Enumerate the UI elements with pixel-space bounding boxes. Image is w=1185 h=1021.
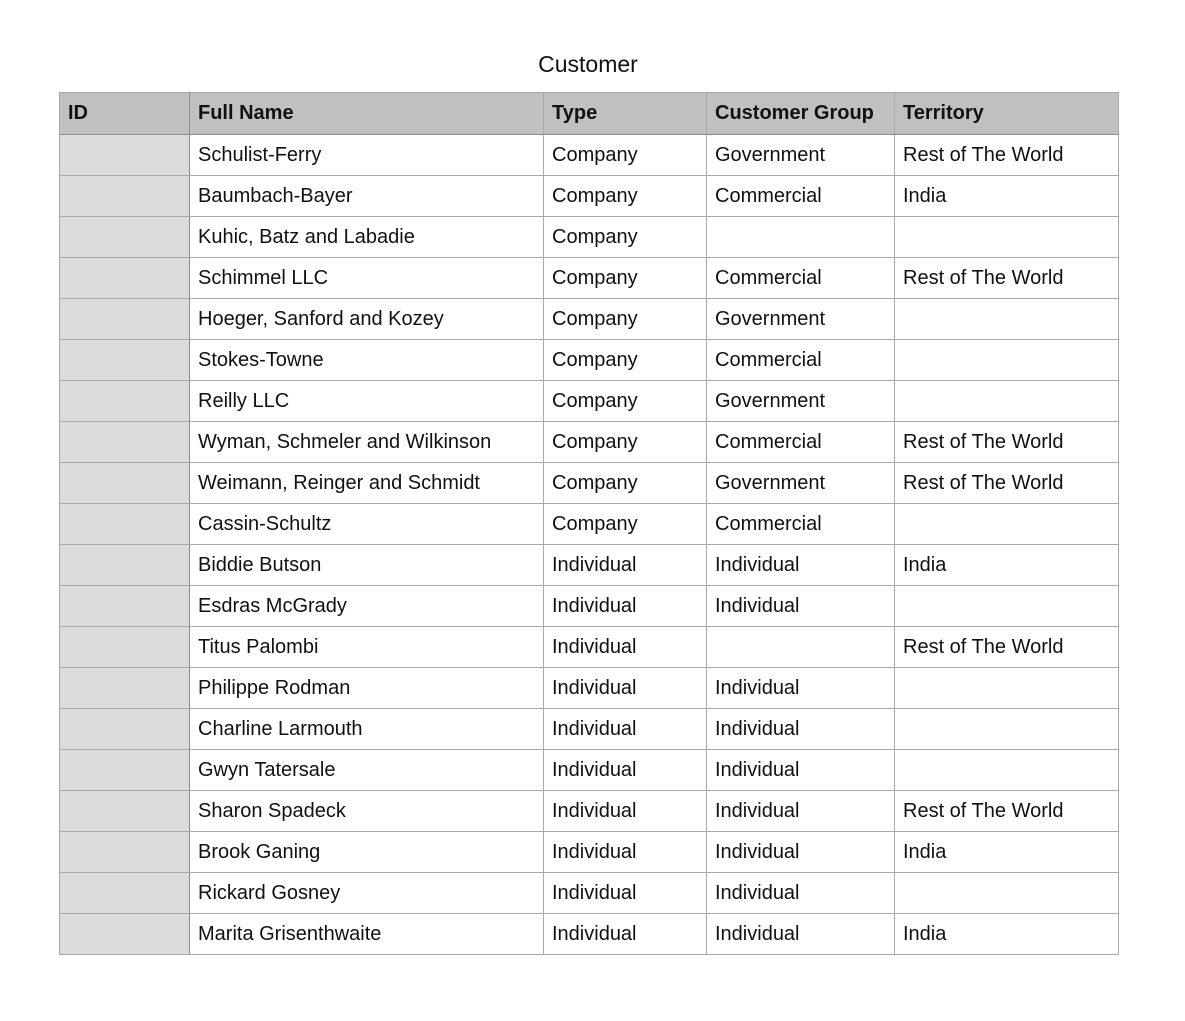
id-cell[interactable] bbox=[60, 832, 190, 873]
customer-group-cell[interactable]: Individual bbox=[707, 873, 895, 914]
territory-cell[interactable]: Rest of The World bbox=[895, 463, 1119, 504]
table-row[interactable] bbox=[60, 381, 1119, 422]
full-name-cell[interactable]: Wyman, Schmeler and Wilkinson bbox=[190, 422, 544, 463]
table-body bbox=[60, 135, 1119, 955]
column-header-id[interactable]: ID bbox=[60, 93, 190, 135]
full-name-cell[interactable]: Philippe Rodman bbox=[190, 668, 544, 709]
customer-group-cell[interactable]: Individual bbox=[707, 914, 895, 955]
type-cell[interactable]: Company bbox=[544, 340, 707, 381]
territory-cell[interactable] bbox=[895, 668, 1119, 709]
territory-cell[interactable] bbox=[895, 709, 1119, 750]
id-cell[interactable] bbox=[60, 135, 190, 176]
type-cell[interactable]: Individual bbox=[544, 668, 707, 709]
full-name-cell[interactable]: Weimann, Reinger and Schmidt bbox=[190, 463, 544, 504]
territory-cell[interactable]: India bbox=[895, 176, 1119, 217]
type-cell[interactable]: Company bbox=[544, 217, 707, 258]
id-cell[interactable] bbox=[60, 791, 190, 832]
territory-cell[interactable]: Rest of The World bbox=[895, 258, 1119, 299]
type-cell[interactable]: Individual bbox=[544, 586, 707, 627]
type-cell[interactable]: Individual bbox=[544, 709, 707, 750]
customer-group-cell[interactable]: Commercial bbox=[707, 258, 895, 299]
territory-cell[interactable]: Rest of The World bbox=[895, 791, 1119, 832]
full-name-cell[interactable]: Esdras McGrady bbox=[190, 586, 544, 627]
customer-group-cell[interactable]: Government bbox=[707, 299, 895, 340]
full-name-cell[interactable]: Cassin-Schultz bbox=[190, 504, 544, 545]
id-cell[interactable] bbox=[60, 299, 190, 340]
customer-group-cell[interactable]: Government bbox=[707, 463, 895, 504]
territory-cell[interactable] bbox=[895, 381, 1119, 422]
id-cell[interactable] bbox=[60, 914, 190, 955]
customer-group-cell[interactable]: Individual bbox=[707, 545, 895, 586]
id-cell[interactable] bbox=[60, 545, 190, 586]
customer-group-cell[interactable]: Individual bbox=[707, 750, 895, 791]
table-row[interactable] bbox=[60, 176, 1119, 217]
table-row[interactable] bbox=[60, 791, 1119, 832]
territory-cell[interactable] bbox=[895, 217, 1119, 258]
table-row[interactable] bbox=[60, 750, 1119, 791]
full-name-cell[interactable]: Schimmel LLC bbox=[190, 258, 544, 299]
column-header-territory[interactable]: Territory bbox=[895, 93, 1119, 135]
full-name-cell[interactable]: Gwyn Tatersale bbox=[190, 750, 544, 791]
customer-group-cell[interactable]: Commercial bbox=[707, 422, 895, 463]
header-row bbox=[60, 93, 1119, 135]
table-row[interactable] bbox=[60, 217, 1119, 258]
customer-group-cell[interactable]: Individual bbox=[707, 709, 895, 750]
customer-group-cell[interactable]: Individual bbox=[707, 586, 895, 627]
full-name-cell[interactable]: Biddie Butson bbox=[190, 545, 544, 586]
full-name-cell[interactable]: Charline Larmouth bbox=[190, 709, 544, 750]
territory-cell[interactable] bbox=[895, 340, 1119, 381]
type-cell[interactable]: Individual bbox=[544, 832, 707, 873]
table-row[interactable] bbox=[60, 873, 1119, 914]
table-row[interactable] bbox=[60, 914, 1119, 955]
table-row[interactable] bbox=[60, 586, 1119, 627]
full-name-cell[interactable]: Titus Palombi bbox=[190, 627, 544, 668]
id-cell[interactable] bbox=[60, 586, 190, 627]
customer-group-cell[interactable]: Commercial bbox=[707, 340, 895, 381]
table-row[interactable] bbox=[60, 299, 1119, 340]
type-cell[interactable]: Company bbox=[544, 422, 707, 463]
table-row[interactable] bbox=[60, 463, 1119, 504]
id-cell[interactable] bbox=[60, 750, 190, 791]
id-cell[interactable] bbox=[60, 422, 190, 463]
type-cell[interactable]: Company bbox=[544, 258, 707, 299]
customer-group-cell[interactable]: Commercial bbox=[707, 176, 895, 217]
territory-cell[interactable]: India bbox=[895, 914, 1119, 955]
table-row[interactable] bbox=[60, 340, 1119, 381]
type-cell[interactable]: Company bbox=[544, 504, 707, 545]
territory-cell[interactable]: India bbox=[895, 832, 1119, 873]
customer-table bbox=[59, 92, 1119, 955]
id-cell[interactable] bbox=[60, 668, 190, 709]
customer-group-cell[interactable] bbox=[707, 627, 895, 668]
full-name-cell[interactable]: Schulist-Ferry bbox=[190, 135, 544, 176]
customer-group-cell[interactable]: Government bbox=[707, 135, 895, 176]
id-cell[interactable] bbox=[60, 176, 190, 217]
table-row[interactable] bbox=[60, 135, 1119, 176]
table-row[interactable] bbox=[60, 422, 1119, 463]
customer-group-cell[interactable]: Commercial bbox=[707, 504, 895, 545]
type-cell[interactable]: Company bbox=[544, 463, 707, 504]
full-name-cell[interactable]: Reilly LLC bbox=[190, 381, 544, 422]
full-name-cell[interactable]: Stokes-Towne bbox=[190, 340, 544, 381]
id-cell[interactable] bbox=[60, 340, 190, 381]
full-name-cell[interactable]: Brook Ganing bbox=[190, 832, 544, 873]
type-cell[interactable]: Company bbox=[544, 135, 707, 176]
column-header-customer-group[interactable]: Customer Group bbox=[707, 93, 895, 135]
table-row[interactable] bbox=[60, 258, 1119, 299]
customer-group-cell[interactable]: Individual bbox=[707, 832, 895, 873]
territory-cell[interactable]: Rest of The World bbox=[895, 422, 1119, 463]
full-name-cell[interactable]: Baumbach-Bayer bbox=[190, 176, 544, 217]
id-cell[interactable] bbox=[60, 463, 190, 504]
type-cell[interactable]: Individual bbox=[544, 873, 707, 914]
type-cell[interactable]: Company bbox=[544, 299, 707, 340]
type-cell[interactable]: Individual bbox=[544, 914, 707, 955]
full-name-cell[interactable]: Kuhic, Batz and Labadie bbox=[190, 217, 544, 258]
id-cell[interactable] bbox=[60, 217, 190, 258]
territory-cell[interactable] bbox=[895, 873, 1119, 914]
id-cell[interactable] bbox=[60, 709, 190, 750]
full-name-cell[interactable]: Marita Grisenthwaite bbox=[190, 914, 544, 955]
id-cell[interactable] bbox=[60, 627, 190, 668]
table-row[interactable] bbox=[60, 709, 1119, 750]
type-cell[interactable]: Individual bbox=[544, 627, 707, 668]
id-cell[interactable] bbox=[60, 504, 190, 545]
id-cell[interactable] bbox=[60, 381, 190, 422]
type-cell[interactable]: Company bbox=[544, 381, 707, 422]
customer-group-cell[interactable]: Government bbox=[707, 381, 895, 422]
table-header bbox=[60, 93, 1119, 135]
sheet-title: Customer bbox=[538, 51, 638, 77]
type-cell[interactable]: Individual bbox=[544, 791, 707, 832]
table-row[interactable] bbox=[60, 504, 1119, 545]
table-row[interactable] bbox=[60, 545, 1119, 586]
customer-group-cell[interactable]: Individual bbox=[707, 791, 895, 832]
type-cell[interactable]: Individual bbox=[544, 750, 707, 791]
full-name-cell[interactable]: Hoeger, Sanford and Kozey bbox=[190, 299, 544, 340]
table-row[interactable] bbox=[60, 668, 1119, 709]
territory-cell[interactable] bbox=[895, 504, 1119, 545]
type-cell[interactable]: Company bbox=[544, 176, 707, 217]
customer-group-cell[interactable]: Individual bbox=[707, 668, 895, 709]
territory-cell[interactable]: Rest of The World bbox=[895, 135, 1119, 176]
id-cell[interactable] bbox=[60, 258, 190, 299]
territory-cell[interactable] bbox=[895, 299, 1119, 340]
table-row[interactable] bbox=[60, 832, 1119, 873]
territory-cell[interactable]: India bbox=[895, 545, 1119, 586]
territory-cell[interactable] bbox=[895, 586, 1119, 627]
customer-group-cell[interactable] bbox=[707, 217, 895, 258]
id-cell[interactable] bbox=[60, 873, 190, 914]
full-name-cell[interactable]: Sharon Spadeck bbox=[190, 791, 544, 832]
territory-cell[interactable]: Rest of The World bbox=[895, 627, 1119, 668]
table-row[interactable] bbox=[60, 627, 1119, 668]
column-header-type[interactable]: Type bbox=[544, 93, 707, 135]
type-cell[interactable]: Individual bbox=[544, 545, 707, 586]
column-header-full-name[interactable]: Full Name bbox=[190, 93, 544, 135]
territory-cell[interactable] bbox=[895, 750, 1119, 791]
full-name-cell[interactable]: Rickard Gosney bbox=[190, 873, 544, 914]
